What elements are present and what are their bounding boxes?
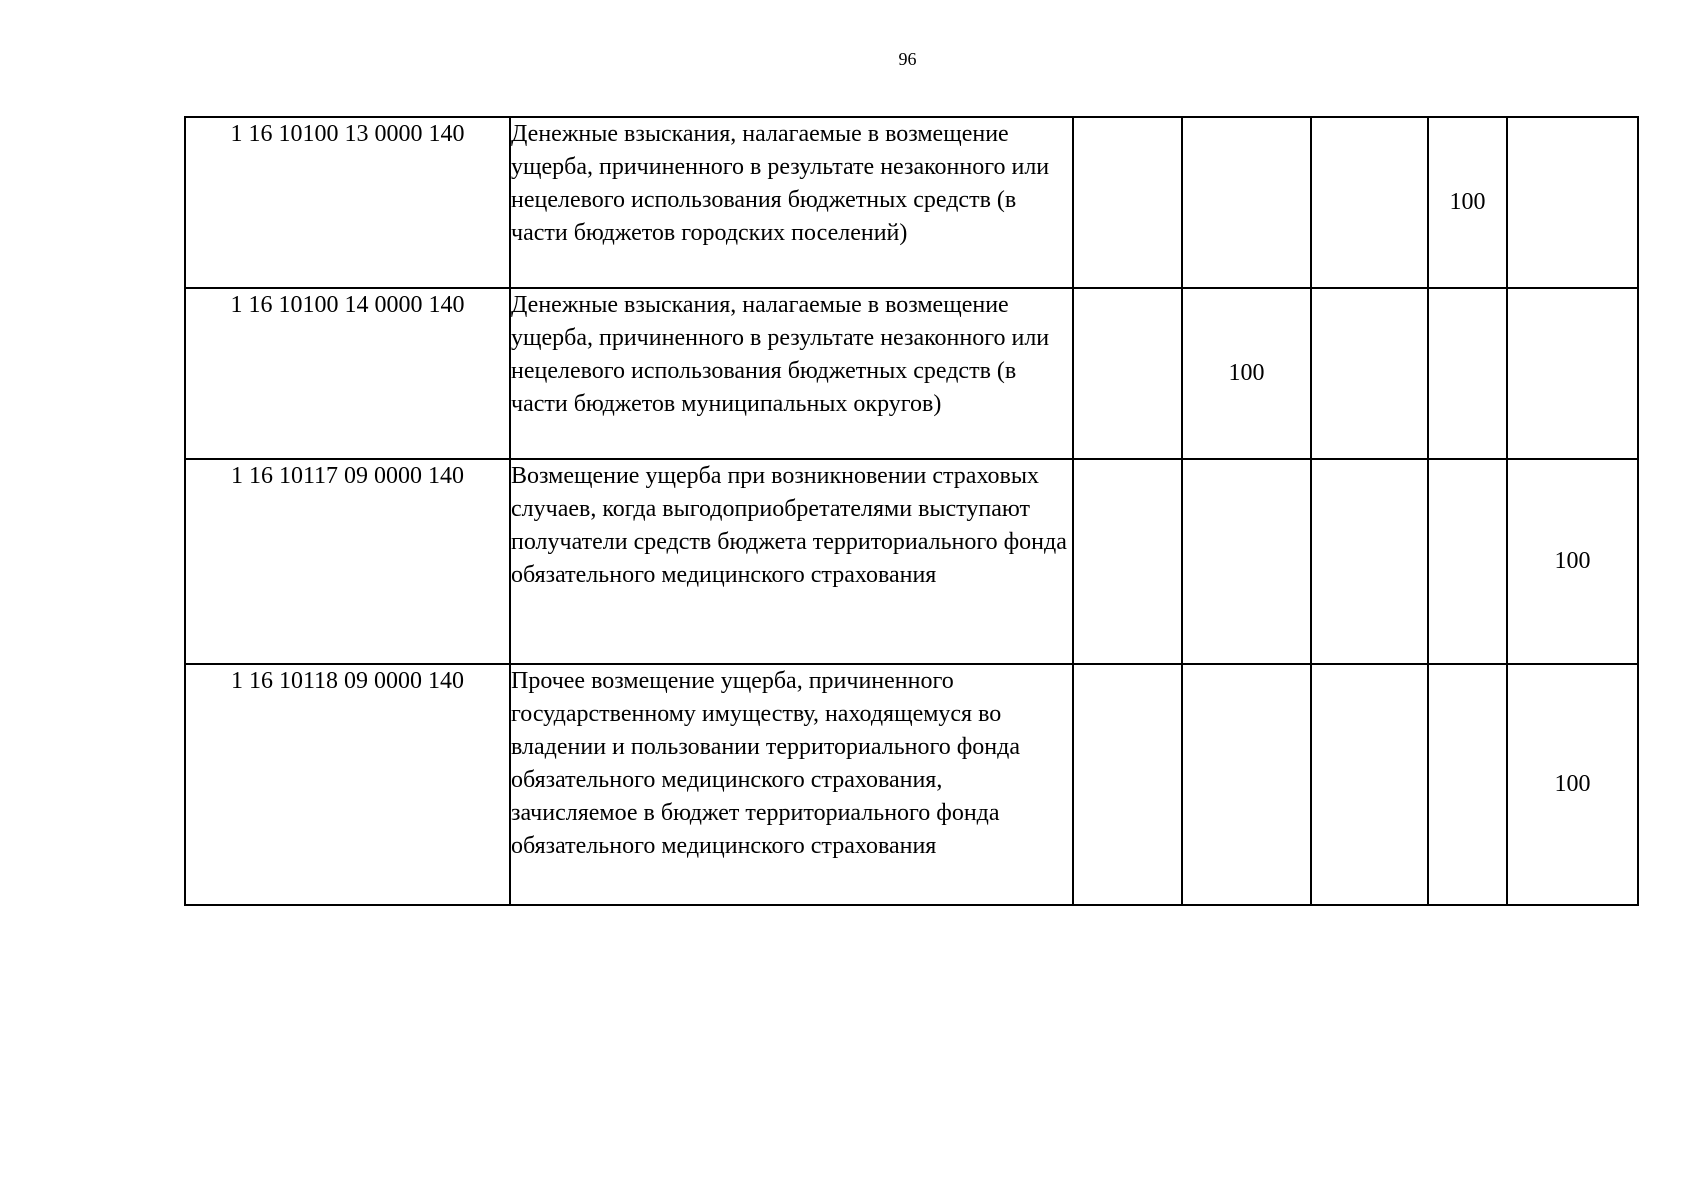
- budget-code-cell: 1 16 10117 09 0000 140: [185, 459, 510, 664]
- description-cell: Возмещение ущерба при возникновении страховых случаев, когда выгодоприобретателями выступают получатели средств бюджета территориального фонда обязательного медицинского страхования: [510, 459, 1073, 664]
- table-row: [185, 288, 1638, 459]
- description-cell: Прочее возмещение ущерба, причиненного государственному имуществу, находящемуся во владении и пользовании территориального фонда обязательного медицинского страхования, зачисляемое в бюджет территориального фонда обязательного медицинского страхования: [510, 664, 1073, 905]
- value-cell: 100: [1507, 459, 1638, 664]
- value-cell: 100: [1428, 117, 1507, 288]
- table-row: [185, 664, 1638, 905]
- table-row: [185, 459, 1638, 664]
- value-cell: [1073, 664, 1182, 905]
- value-cell: [1182, 459, 1311, 664]
- budget-classification-table: [184, 116, 1639, 906]
- description-cell: Денежные взыскания, налагаемые в возмещение ущерба, причиненного в результате незаконного или нецелевого использования бюджетных средств (в части бюджетов муниципальных округов): [510, 288, 1073, 459]
- budget-code-cell: 1 16 10100 13 0000 140: [185, 117, 510, 288]
- table-row: [185, 117, 1638, 288]
- description-cell: Денежные взыскания, налагаемые в возмещение ущерба, причиненного в результате незаконного или нецелевого использования бюджетных средств (в части бюджетов городских поселений): [510, 117, 1073, 288]
- value-cell: 100: [1182, 288, 1311, 459]
- value-cell: [1507, 288, 1638, 459]
- value-cell: [1073, 117, 1182, 288]
- value-cell: 100: [1507, 664, 1638, 905]
- value-cell: [1428, 288, 1507, 459]
- value-cell: [1073, 459, 1182, 664]
- page-number: 96: [898, 49, 917, 69]
- value-cell: [1073, 288, 1182, 459]
- value-cell: [1182, 117, 1311, 288]
- value-cell: [1507, 117, 1638, 288]
- value-cell: [1311, 459, 1428, 664]
- value-cell: [1311, 117, 1428, 288]
- value-cell: [1428, 664, 1507, 905]
- value-cell: [1311, 288, 1428, 459]
- value-cell: [1182, 664, 1311, 905]
- value-cell: [1311, 664, 1428, 905]
- value-cell: [1428, 459, 1507, 664]
- budget-code-cell: 1 16 10118 09 0000 140: [185, 664, 510, 905]
- budget-code-cell: 1 16 10100 14 0000 140: [185, 288, 510, 459]
